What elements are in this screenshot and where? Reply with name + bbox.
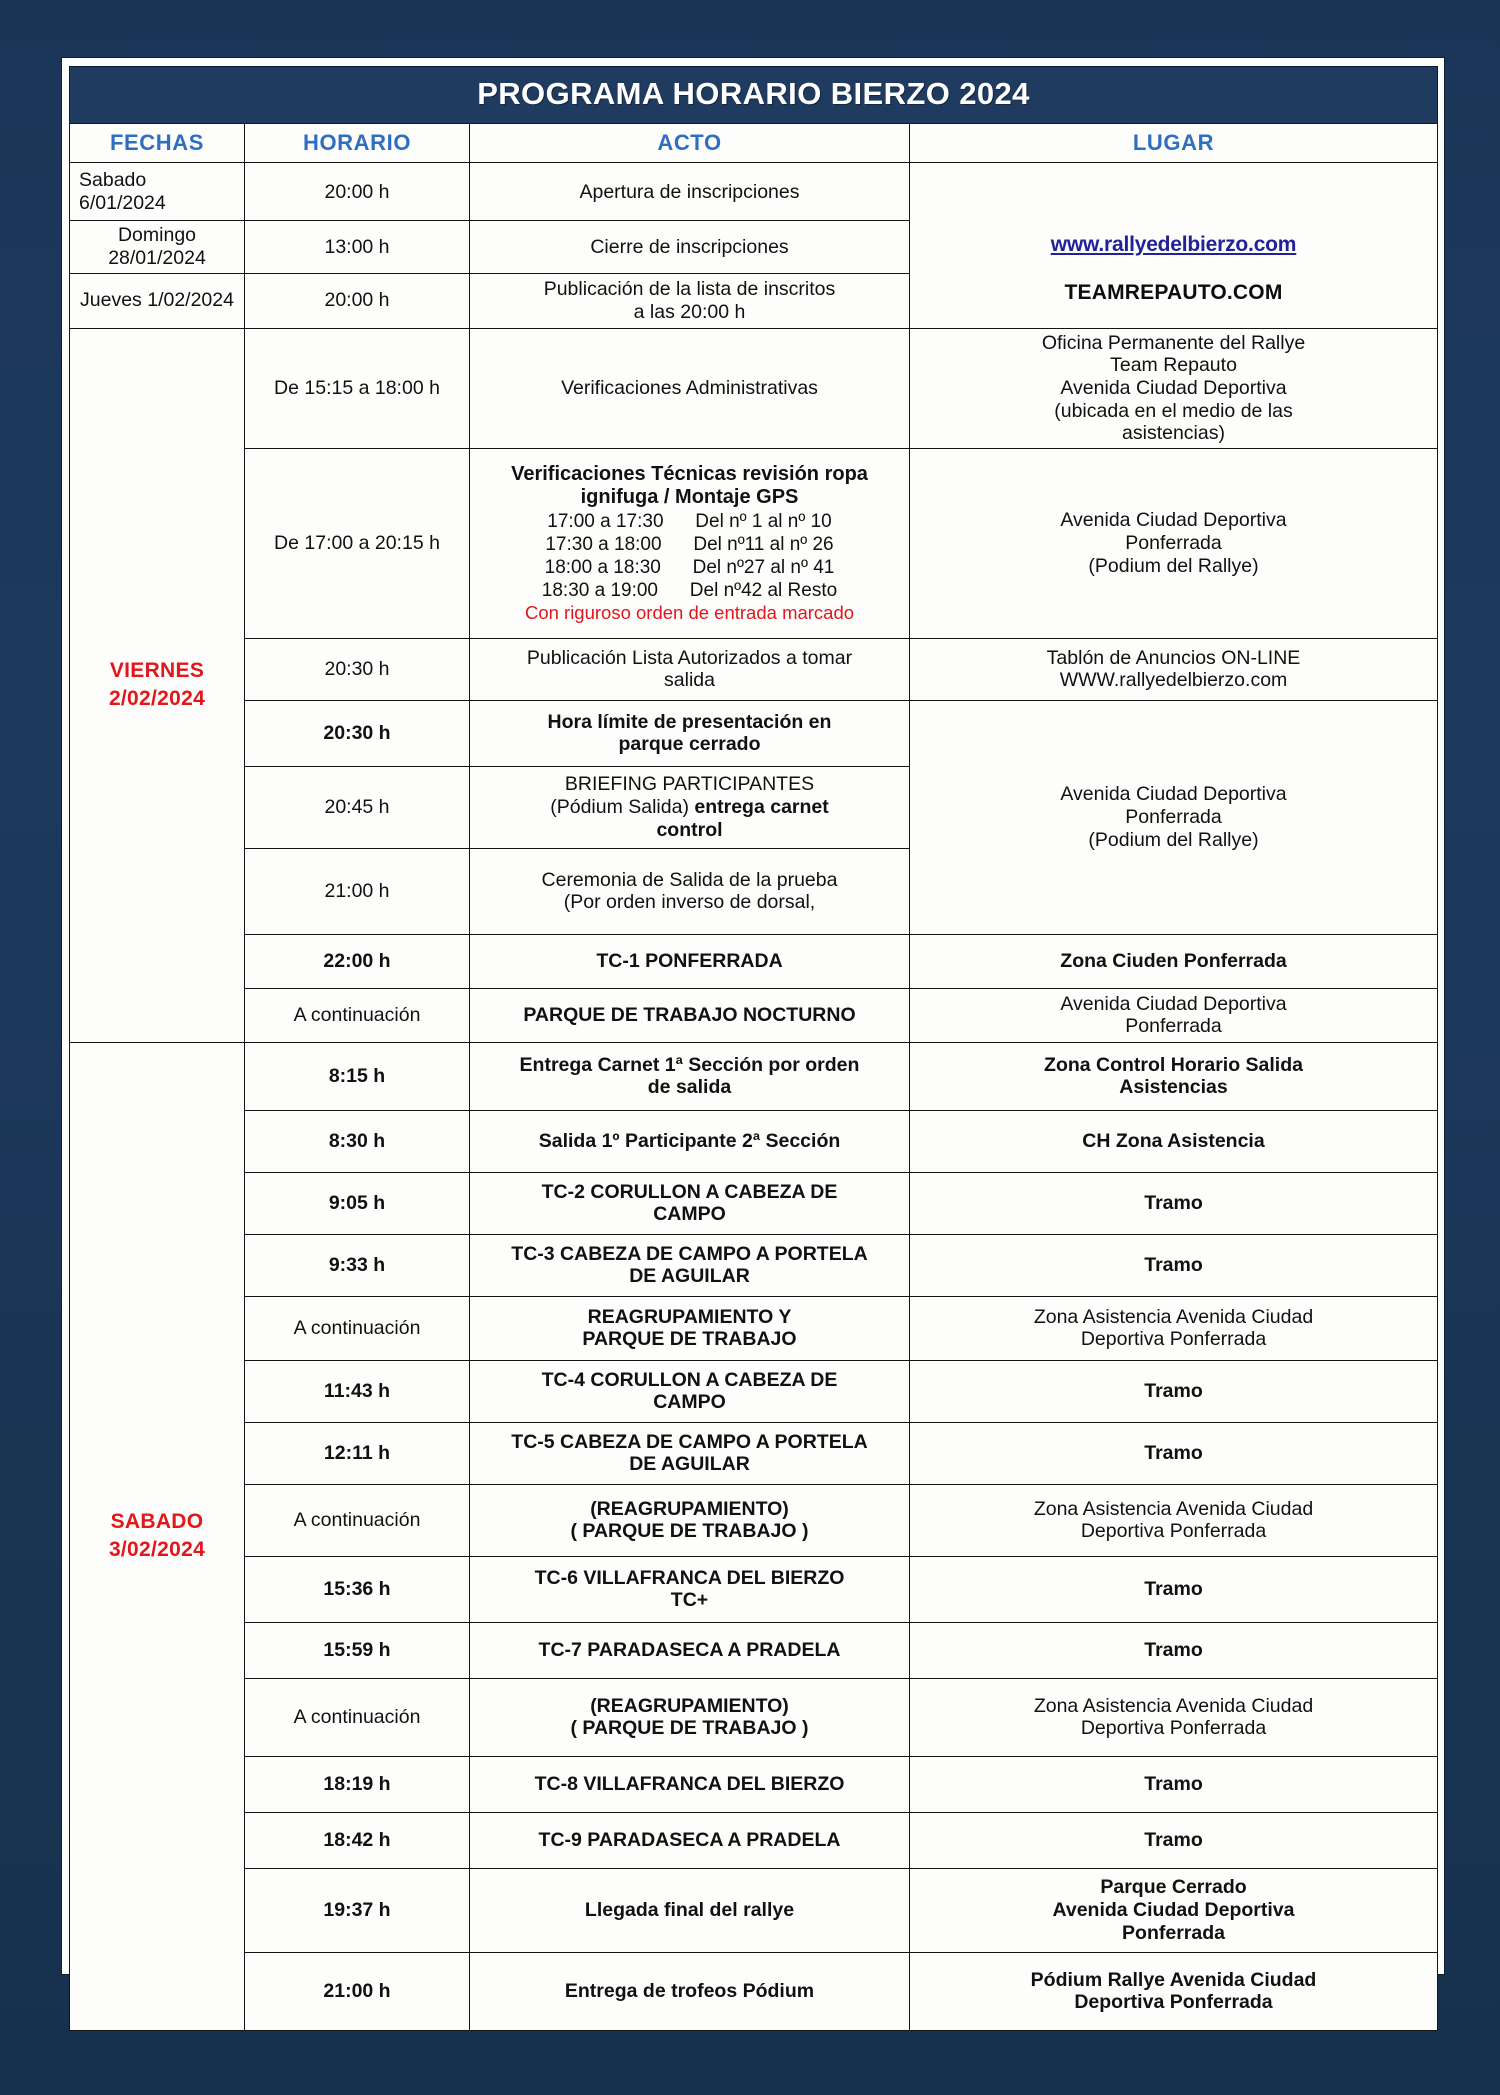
cell-acto bbox=[470, 1678, 910, 1756]
tecnicas-slot bbox=[545, 557, 835, 579]
acto-line-2: ( PARQUE DE TRABAJO ) bbox=[570, 1520, 809, 1543]
lugar-line-4: (ubicada en el medio de las bbox=[1054, 399, 1293, 422]
lugar-line-2: Ponferrada bbox=[1125, 1015, 1222, 1038]
lugar-line-1: Avenida Ciudad Deportiva bbox=[1060, 992, 1287, 1015]
acto-line-2: salida bbox=[664, 669, 715, 692]
lugar-line-1: Avenida Ciudad Deportiva bbox=[1060, 509, 1287, 532]
acto-line-2 bbox=[475, 796, 904, 819]
cell-horario: 20:45 h bbox=[245, 766, 470, 848]
cell-lugar bbox=[910, 1868, 1438, 1952]
cell-horario: A continuación bbox=[245, 1296, 470, 1360]
acto-line-3: control bbox=[656, 818, 723, 841]
cell-acto bbox=[470, 848, 910, 934]
cell-horario: A continuación bbox=[245, 1484, 470, 1556]
cell-lugar: Tramo bbox=[910, 1622, 1438, 1678]
cell-day-sabado bbox=[70, 1042, 245, 2030]
cell-horario: 20:30 h bbox=[245, 700, 470, 766]
acto-line-1: TC-2 CORULLON A CABEZA DE bbox=[541, 1180, 838, 1203]
acto-plain: (Pódium Salida) bbox=[550, 795, 695, 818]
acto-line-2: ( PARQUE DE TRABAJO ) bbox=[570, 1717, 809, 1740]
acto-line-2: CAMPO bbox=[653, 1203, 726, 1226]
column-header-fechas: FECHAS bbox=[70, 123, 245, 163]
acto-line-2: TC+ bbox=[670, 1589, 709, 1612]
day-label-line-2: 2/02/2024 bbox=[108, 687, 206, 711]
column-header-acto: ACTO bbox=[470, 123, 910, 163]
table-row bbox=[70, 1812, 1438, 1868]
cell-horario: A continuación bbox=[245, 1678, 470, 1756]
table-row bbox=[70, 1172, 1438, 1234]
slot-time: 17:30 a 18:00 bbox=[545, 533, 662, 555]
acto-line-2: DE AGUILAR bbox=[629, 1453, 750, 1476]
cell-horario: 22:00 h bbox=[245, 934, 470, 988]
lugar-line-1: Zona Asistencia Avenida Ciudad bbox=[1033, 1305, 1314, 1328]
table-row bbox=[70, 1868, 1438, 1952]
cell-acto bbox=[470, 1484, 910, 1556]
cell-horario: 18:42 h bbox=[245, 1812, 470, 1868]
lugar-line-2: Deportiva Ponferrada bbox=[1080, 1717, 1267, 1740]
day-label-line-1: VIERNES bbox=[109, 658, 205, 682]
cell-horario: 13:00 h bbox=[245, 221, 470, 273]
slot-range: Del nº27 al nº 41 bbox=[692, 556, 835, 578]
cell-lugar bbox=[910, 988, 1438, 1042]
cell-acto: TC-9 PARADASECA A PRADELA bbox=[470, 1812, 910, 1868]
cell-acto bbox=[470, 638, 910, 700]
fecha-line-1: Sabado bbox=[79, 169, 147, 192]
cell-acto bbox=[470, 1172, 910, 1234]
cell-lugar: Tramo bbox=[910, 1360, 1438, 1422]
title-row bbox=[70, 67, 1438, 124]
lugar-line-1: Zona Asistencia Avenida Ciudad bbox=[1033, 1694, 1314, 1717]
schedule-sheet bbox=[62, 58, 1444, 2014]
cell-acto bbox=[470, 1296, 910, 1360]
lugar-line-2: Asistencias bbox=[1119, 1076, 1228, 1099]
cell-horario: 11:43 h bbox=[245, 1360, 470, 1422]
cell-lugar bbox=[910, 1678, 1438, 1756]
cell-acto: Apertura de inscripciones bbox=[470, 163, 910, 221]
table-row bbox=[70, 1556, 1438, 1622]
tecnicas-title-line-2: ignifuga / Montaje GPS bbox=[580, 486, 799, 509]
table-row bbox=[70, 1622, 1438, 1678]
cell-lugar: Tramo bbox=[910, 1422, 1438, 1484]
acto-line-2: PARQUE DE TRABAJO bbox=[582, 1328, 797, 1351]
cell-acto bbox=[470, 1360, 910, 1422]
acto-line-1: (REAGRUPAMIENTO) bbox=[590, 1497, 789, 1520]
acto-line-1: REAGRUPAMIENTO Y bbox=[587, 1305, 792, 1328]
cell-acto-tecnicas bbox=[470, 448, 910, 638]
website-link[interactable]: www.rallyedelbierzo.com bbox=[1050, 232, 1297, 256]
lugar-line-2: WWW.rallyedelbierzo.com bbox=[1059, 669, 1288, 692]
table-row bbox=[70, 1360, 1438, 1422]
cell-fecha bbox=[70, 163, 245, 221]
lugar-line-1: Zona Asistencia Avenida Ciudad bbox=[1033, 1497, 1314, 1520]
cell-lugar bbox=[910, 638, 1438, 700]
lugar-line-1: Oficina Permanente del Rallye bbox=[1041, 331, 1306, 354]
tecnicas-title-line-1: Verificaciones Técnicas revisión ropa bbox=[511, 463, 868, 486]
fecha-line-1: Domingo bbox=[117, 224, 197, 247]
cell-acto: Entrega de trofeos Pódium bbox=[470, 1952, 910, 2030]
acto-line-1: TC-4 CORULLON A CABEZA DE bbox=[541, 1368, 838, 1391]
table-row bbox=[70, 1484, 1438, 1556]
lugar-line-1: Zona Control Horario Salida bbox=[1044, 1053, 1303, 1076]
cell-horario: De 15:15 a 18:00 h bbox=[245, 328, 470, 448]
cell-acto bbox=[470, 1556, 910, 1622]
lugar-line-2: Avenida Ciudad Deportiva bbox=[1052, 1898, 1295, 1921]
table-row bbox=[70, 934, 1438, 988]
team-site-label: TEAMREPAUTO.COM bbox=[1064, 281, 1283, 305]
cell-lugar: Zona Ciuden Ponferrada bbox=[910, 934, 1438, 988]
cell-day-viernes bbox=[70, 328, 245, 1042]
lugar-line-2: Deportiva Ponferrada bbox=[1074, 1991, 1273, 2014]
table-row bbox=[70, 700, 1438, 766]
cell-lugar bbox=[910, 448, 1438, 638]
table-row bbox=[70, 1422, 1438, 1484]
cell-lugar: CH Zona Asistencia bbox=[910, 1110, 1438, 1172]
slot-range: Del nº42 al Resto bbox=[689, 579, 838, 601]
slot-range: Del nº 1 al nº 10 bbox=[695, 510, 832, 532]
acto-line-1: Entrega Carnet 1ª Sección por orden bbox=[519, 1053, 860, 1076]
tecnicas-slot bbox=[547, 511, 831, 533]
table-row bbox=[70, 638, 1438, 700]
cell-horario: 21:00 h bbox=[245, 848, 470, 934]
acto-line-1: TC-6 VILLAFRANCA DEL BIERZO bbox=[534, 1566, 845, 1589]
cell-acto: Verificaciones Administrativas bbox=[470, 328, 910, 448]
acto-bold: entrega carnet bbox=[694, 795, 829, 818]
cell-acto: Cierre de inscripciones bbox=[470, 221, 910, 273]
cell-horario: 8:30 h bbox=[245, 1110, 470, 1172]
cell-lugar: Tramo bbox=[910, 1756, 1438, 1812]
cell-horario: 20:30 h bbox=[245, 638, 470, 700]
cell-horario: 20:00 h bbox=[245, 163, 470, 221]
cell-horario: A continuación bbox=[245, 988, 470, 1042]
day-label-line-1: SABADO bbox=[110, 1509, 204, 1533]
table-row bbox=[70, 1110, 1438, 1172]
cell-lugar bbox=[910, 1952, 1438, 2030]
cell-acto: TC-1 PONFERRADA bbox=[470, 934, 910, 988]
cell-fecha: Jueves 1/02/2024 bbox=[70, 273, 245, 328]
cell-lugar: Tramo bbox=[910, 1556, 1438, 1622]
schedule-table bbox=[69, 66, 1438, 2031]
acto-line-1: (REAGRUPAMIENTO) bbox=[590, 1694, 789, 1717]
acto-line-2: a las 20:00 h bbox=[633, 300, 746, 323]
acto-line-1: TC-5 CABEZA DE CAMPO A PORTELA bbox=[511, 1430, 868, 1453]
cell-acto bbox=[470, 766, 910, 848]
table-row bbox=[70, 1042, 1438, 1110]
day-label-line-2: 3/02/2024 bbox=[108, 1538, 206, 1562]
acto-line-2: DE AGUILAR bbox=[629, 1265, 750, 1288]
table-row bbox=[70, 1678, 1438, 1756]
cell-horario: 18:19 h bbox=[245, 1756, 470, 1812]
table-row bbox=[70, 328, 1438, 448]
lugar-line-1: Parque Cerrado bbox=[1100, 1876, 1247, 1899]
acto-line-1: BRIEFING PARTICIPANTES bbox=[564, 773, 815, 796]
cell-acto: Llegada final del rallye bbox=[470, 1868, 910, 1952]
slot-time: 18:00 a 18:30 bbox=[544, 556, 661, 578]
cell-lugar bbox=[910, 1042, 1438, 1110]
lugar-line-1: Avenida Ciudad Deportiva bbox=[1060, 783, 1287, 806]
table-row bbox=[70, 448, 1438, 638]
acto-line-1: Publicación Lista Autorizados a tomar bbox=[526, 646, 853, 669]
cell-horario: 12:11 h bbox=[245, 1422, 470, 1484]
table-row bbox=[70, 1234, 1438, 1296]
tecnicas-slot bbox=[545, 534, 833, 556]
lugar-line-2: Deportiva Ponferrada bbox=[1080, 1520, 1267, 1543]
page-title: PROGRAMA HORARIO BIERZO 2024 bbox=[70, 67, 1438, 124]
column-header-lugar: LUGAR bbox=[910, 123, 1438, 163]
cell-lugar-contacts bbox=[910, 163, 1438, 328]
cell-lugar: Tramo bbox=[910, 1812, 1438, 1868]
cell-acto: TC-8 VILLAFRANCA DEL BIERZO bbox=[470, 1756, 910, 1812]
acto-line-2: CAMPO bbox=[653, 1391, 726, 1414]
column-header-horario: HORARIO bbox=[245, 123, 470, 163]
cell-horario: 19:37 h bbox=[245, 1868, 470, 1952]
cell-acto bbox=[470, 1234, 910, 1296]
cell-horario: 20:00 h bbox=[245, 273, 470, 328]
table-row bbox=[70, 1756, 1438, 1812]
lugar-line-3: (Podium del Rallye) bbox=[1088, 554, 1259, 577]
slot-range: Del nº11 al nº 26 bbox=[693, 533, 834, 555]
acto-line-1: TC-3 CABEZA DE CAMPO A PORTELA bbox=[511, 1242, 868, 1265]
cell-lugar bbox=[910, 328, 1438, 448]
cell-acto: TC-7 PARADASECA A PRADELA bbox=[470, 1622, 910, 1678]
lugar-line-5: asistencias) bbox=[1122, 422, 1225, 445]
lugar-line-2: Ponferrada bbox=[1125, 805, 1222, 828]
acto-line-1: Hora límite de presentación en bbox=[547, 710, 832, 733]
acto-line-2: parque cerrado bbox=[618, 733, 761, 756]
column-header-row bbox=[70, 123, 1438, 163]
cell-acto: PARQUE DE TRABAJO NOCTURNO bbox=[470, 988, 910, 1042]
tecnicas-warning: Con riguroso orden de entrada marcado bbox=[524, 601, 855, 623]
cell-lugar: Tramo bbox=[910, 1172, 1438, 1234]
cell-horario: 8:15 h bbox=[245, 1042, 470, 1110]
acto-line-2: (Por orden inverso de dorsal, bbox=[563, 891, 816, 914]
lugar-line-2: Deportiva Ponferrada bbox=[1080, 1328, 1267, 1351]
cell-acto bbox=[470, 700, 910, 766]
cell-lugar bbox=[910, 1296, 1438, 1360]
acto-line-1: Publicación de la lista de inscritos bbox=[543, 278, 836, 301]
cell-acto bbox=[470, 1422, 910, 1484]
cell-horario: 9:05 h bbox=[245, 1172, 470, 1234]
table-row bbox=[70, 1952, 1438, 2030]
lugar-line-2: Ponferrada bbox=[1125, 531, 1222, 554]
cell-horario: De 17:00 a 20:15 h bbox=[245, 448, 470, 638]
tecnicas-slot bbox=[542, 580, 837, 602]
cell-horario: 21:00 h bbox=[245, 1952, 470, 2030]
cell-horario: 9:33 h bbox=[245, 1234, 470, 1296]
cell-horario: 15:59 h bbox=[245, 1622, 470, 1678]
fecha-line-2: 6/01/2024 bbox=[79, 191, 166, 214]
cell-lugar-merged bbox=[910, 700, 1438, 934]
lugar-line-3: Ponferrada bbox=[1122, 1921, 1225, 1944]
acto-line-1: Ceremonia de Salida de la prueba bbox=[541, 868, 838, 891]
fecha-line-2: 28/01/2024 bbox=[108, 247, 206, 270]
slot-time: 18:30 a 19:00 bbox=[541, 579, 658, 601]
cell-lugar: Tramo bbox=[910, 1234, 1438, 1296]
table-row bbox=[70, 1296, 1438, 1360]
lugar-line-3: Avenida Ciudad Deportiva bbox=[1060, 376, 1287, 399]
cell-acto bbox=[470, 1042, 910, 1110]
table-row bbox=[70, 163, 1438, 221]
cell-lugar bbox=[910, 1484, 1438, 1556]
lugar-line-1: Tablón de Anuncios ON-LINE bbox=[1046, 646, 1301, 669]
cell-acto: Salida 1º Participante 2ª Sección bbox=[470, 1110, 910, 1172]
acto-line-2: de salida bbox=[647, 1076, 732, 1099]
table-row bbox=[70, 988, 1438, 1042]
cell-horario: 15:36 h bbox=[245, 1556, 470, 1622]
lugar-line-2: Team Repauto bbox=[1110, 354, 1237, 377]
cell-fecha bbox=[70, 221, 245, 273]
lugar-line-3: (Podium del Rallye) bbox=[1088, 828, 1259, 851]
cell-acto bbox=[470, 273, 910, 328]
slot-time: 17:00 a 17:30 bbox=[547, 510, 664, 532]
lugar-line-1: Pódium Rallye Avenida Ciudad bbox=[1030, 1968, 1317, 1991]
